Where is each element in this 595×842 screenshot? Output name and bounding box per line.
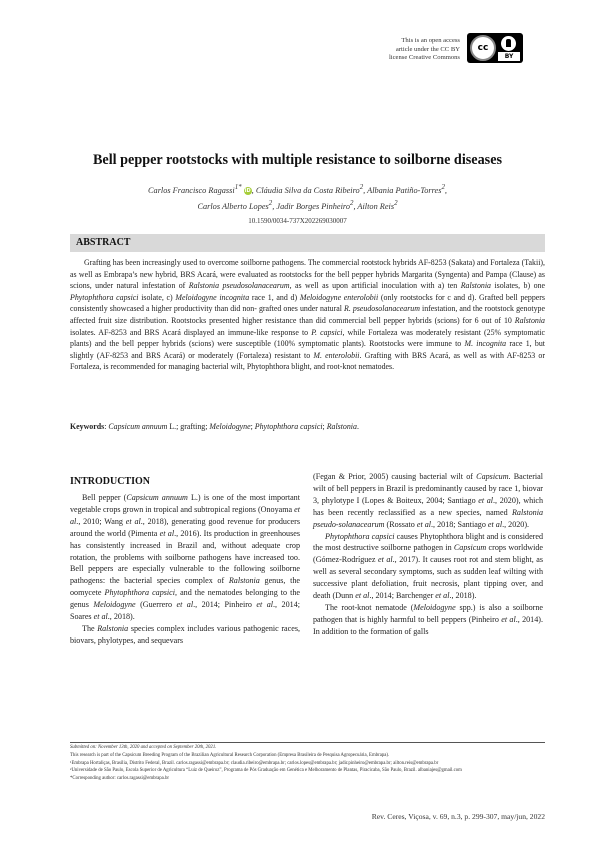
affiliation-mark: 2 xyxy=(359,184,364,191)
affiliation-mark: 2 xyxy=(394,199,398,207)
affiliation-mark: 2 xyxy=(441,184,445,191)
abstract-heading: ABSTRACT xyxy=(76,237,131,248)
by-label: BY xyxy=(498,52,520,61)
journal-reference: Rev. Ceres, Viçosa, v. 69, n.3, p. 299-307, may/jun, 2022 xyxy=(371,812,545,821)
license-line: article under the CC BY xyxy=(395,45,460,53)
column-left xyxy=(70,492,300,647)
doi[interactable]: 10.1590/0034-737X202269030007 xyxy=(248,217,347,225)
abstract-body xyxy=(70,257,545,373)
footnote: ¹Embrapa Hortaliças, Brasília, Distrito Federal, Brazil. carlos.ragassi@embrapa.br; claudia.ribeiro@embrapa.br; carlos.lopes@embrapa.br; jadir.pinheiro@embrapa.br; ailton.reis@embrapa.br xyxy=(70,760,439,766)
paper-title: Bell pepper rootstocks with multiple resistance to soilborne diseases xyxy=(92,152,503,168)
abstract-heading-bar xyxy=(70,234,545,252)
footnote: Submitted on: November 13th, 2020 and accepted on September 20th, 2021. xyxy=(70,745,217,750)
license-line: license Creative Commons xyxy=(388,54,460,62)
keyword: Ralstonia xyxy=(326,422,357,431)
section-heading-introduction: INTRODUCTION xyxy=(70,476,151,487)
affiliation-mark: 1* xyxy=(234,184,242,191)
author-name: , Jadir Borges Pinheiro xyxy=(272,201,350,211)
author-list xyxy=(60,181,535,213)
keywords: Keywords: Capsicum annuum L.; grafting; Meloidogyne; Phytophthora capsici; Ralstonia. xyxy=(70,422,359,431)
author-name: , Cláudia Silva da Costa Ribeiro xyxy=(251,185,360,195)
keyword: Capsicum annuum xyxy=(108,422,168,431)
cc-by-badge[interactable] xyxy=(467,33,523,63)
footnote-divider xyxy=(70,742,545,743)
keyword: Meloidogyne xyxy=(209,422,251,431)
keywords-label: Keywords xyxy=(70,422,105,431)
license-line: This is an open access xyxy=(401,37,460,44)
footnote: This research is part of the Capsicum Breeding Program of the Brazilian Agricultural Research Corporation (Empresa Brasileira de Pesquisa Agropecuária, Embrapa). xyxy=(70,752,390,758)
column-right xyxy=(313,471,543,638)
keyword: Phytophthora capsici xyxy=(254,422,323,431)
paragraph: Phytophthora capsici causes Phytophthora blight and is considered the most destructive soilborne pathogen in Capsicum crops worldwide (Gómez-Rodríguez et al., 2017). It causes root rot and stem blight, as well as several secondary symptoms, such as sudden leaf wilting with successive plant defoliation, fruit necrosis, plant tipping over, and death (Dunn et al., 2014; Barchenger et al., 2018). xyxy=(313,531,543,601)
separator: , xyxy=(444,185,447,195)
paragraph: (Fegan & Prior, 2005) causing bacterial wilt of Capsicum. Bacterial wilt of bell peppers in Brazil is predominantly caused by race 1, biovar 3, phylotype I (Lopes & Boiteux, 2004; Santiago et al., 2020), which has been recently reclassified as a new species, named Ralstonia pseudo-solanacearum (Rossato et al., 2018; Santiago et al., 2020). xyxy=(313,472,543,529)
author-name: , Ailton Reis xyxy=(353,201,395,211)
author-name: Carlos Francisco Ragassi xyxy=(148,185,235,195)
footnote: ²Universidade de São Paulo, Escola Superior de Agricultura “Luiz de Queiroz”, Programa de Pós Graduação em Genética e Melhoramento de Plantas, Piracicaba, São Paulo, Brazil. albaniajes@gmail.com xyxy=(70,768,462,774)
paragraph: The root-knot nematode (Meloidogyne spp.) is also a soilborne pathogen that is highly harmful to bell peppers (Pinheiro et al., 2014). In addition to the formation of galls xyxy=(313,602,544,636)
author-name: , Albania Patiño-Torres xyxy=(363,185,442,195)
person-icon xyxy=(501,36,516,51)
paragraph: Bell pepper (Capsicum annuum L.) is one of the most important vegetable crops grown in tropical and subtropical regions (Onoyama et al., 2010; Wang et al., 2018), generating good revenue for producers around the world (Pimenta et al., 2016). Its production in greenhouses has consistently increased in Brazil and, without adequate crop rotation, the problems with soilborne pathogens have increased too. Bell peppers are especially vulnerable to the following soilborne pathogens: the bacterial species complex of Ralstonia genus, the oomycete Phytophthora capsici, and the nematodes belonging to the genus Meloidogyne (Guerrero et al., 2014; Pinheiro et al., 2014; Soares et al., 2018). xyxy=(70,493,300,622)
affiliation-mark: 2 xyxy=(349,199,354,207)
orcid-icon[interactable]: iD xyxy=(244,187,251,194)
author-name: Carlos Alberto Lopes xyxy=(197,201,269,211)
cc-icon: cc xyxy=(470,35,496,61)
footnotes xyxy=(70,745,545,784)
abstract-paragraph: Grafting has been increasingly used to overcome soilborne pathogens. The commercial rootstock hybrids AF-8253 (Sakata) and Fortaleza (Takii), as well as Embrapa’s new hybrid, BRS Acará, were evaluated as rootstocks for the bell pepper hybrids Margarita (Syngenta) and Pampa (Clause) as scions, under natural infestation of Ralstonia pseudosolanacearum, as well as upon artificial inoculation with a) ten Ralstonia isolates, b) one Phytophthora capsici isolate, c) Meloidogyne incognita race 1, and d) Meloidogyne enterolobii (only rootstocks for c and d). Grafted bell peppers consistently showcased a higher productivity than did non- grafted ones under natural R. pseudosolanacearum infestation, and the rootstock genotype affected fruit size distribution. Rootstocks presented higher resistance than did commercial bell pepper hybrids (scions) for 6 out of 10 Ralstonia isolates. AF-8253 and BRS Acará displayed an immune-like response to P. capsici, while Fortaleza was moderately resistant (25% symptomatic plants) and the bell pepper hybrids (scions) were susceptible (100% symptomatic plants). Rootstocks were immune to M. incognita race 1, but slightly (AF-8253 and BRS Acará) or moderately (Fortaleza) resistant to M. enterolobii. Grafting with BRS Acará, as well as with AF-8253 or Fortaleza, is recommended for managing bacterial wilt, Phytophthora blight, and root-knot nematodes. xyxy=(70,258,546,372)
paragraph: The Ralstonia species complex includes various pathogenic races, biovars, phylotypes, and sequevars xyxy=(70,623,300,645)
footnote: *Corresponding author: carlos.ragassi@embrapa.br xyxy=(70,776,169,782)
affiliation-mark: 2 xyxy=(268,199,273,207)
license-note xyxy=(310,37,460,63)
